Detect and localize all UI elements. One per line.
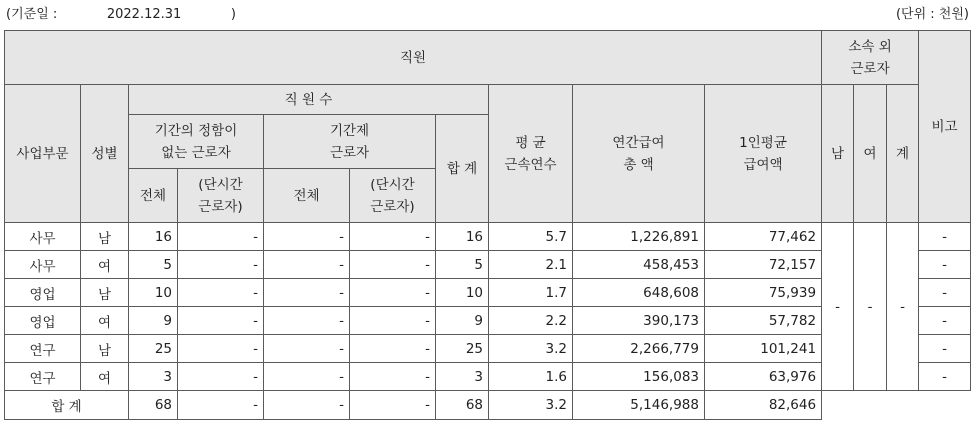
- cell-fixed-all: -: [264, 251, 350, 279]
- cell-indefinite-part-time: -: [178, 279, 264, 307]
- header-indefinite-workers: [129, 115, 264, 169]
- cell-indefinite-all: 16: [129, 223, 178, 251]
- cell-avg-tenure: 1.7: [489, 279, 573, 307]
- cell-fixed-part-time: -: [350, 307, 436, 335]
- cell-avg-tenure: 3.2: [489, 335, 573, 363]
- total-avg-pay: 82,646: [705, 391, 822, 420]
- cell-fixed-part-time: -: [350, 279, 436, 307]
- cell-headcount-total: 9: [436, 307, 489, 335]
- cell-remarks: -: [919, 335, 971, 363]
- cell-division: 사무: [5, 223, 81, 251]
- total-label: 합 계: [5, 391, 129, 420]
- total-headcount: 68: [436, 391, 489, 420]
- cell-avg-tenure: 2.1: [489, 251, 573, 279]
- cell-remarks: -: [919, 223, 971, 251]
- header-indefinite-line1: 기간의 정함이: [154, 122, 238, 139]
- header-avg-tenure-line1: 평 균: [515, 134, 546, 151]
- cell-indefinite-part-time: -: [178, 223, 264, 251]
- cell-headcount-total: 5: [436, 251, 489, 279]
- cell-headcount-total: 16: [436, 223, 489, 251]
- total-indefinite-all: 68: [129, 391, 178, 420]
- cell-annual-pay: 1,226,891: [573, 223, 705, 251]
- header-affiliated-line2: 근로자: [850, 60, 890, 77]
- header-annual-pay: [573, 85, 705, 223]
- cell-affiliated-total: -: [887, 223, 919, 391]
- cell-fixed-part-time: -: [350, 363, 436, 391]
- cell-division: 연구: [5, 335, 81, 363]
- cell-headcount-total: 25: [436, 335, 489, 363]
- cell-headcount-total: 10: [436, 279, 489, 307]
- cell-annual-pay: 648,608: [573, 279, 705, 307]
- header-avg-pay: [705, 85, 822, 223]
- cell-avg-tenure: 5.7: [489, 223, 573, 251]
- cell-gender: 남: [81, 223, 129, 251]
- cell-gender: 여: [81, 363, 129, 391]
- header-indefinite-part-time: [178, 169, 264, 223]
- header-total: 계: [887, 85, 919, 223]
- cell-remarks: -: [919, 363, 971, 391]
- cell-avg-tenure: 2.2: [489, 307, 573, 335]
- header-fixed-term-workers: [264, 115, 436, 169]
- cell-indefinite-all: 10: [129, 279, 178, 307]
- base-date-close: ): [230, 7, 236, 22]
- header-fixed-term-line2: 근로자: [329, 144, 370, 161]
- cell-fixed-all: -: [264, 307, 350, 335]
- cell-affiliated-male: -: [822, 223, 854, 391]
- cell-annual-pay: 458,453: [573, 251, 705, 279]
- cell-indefinite-part-time: -: [178, 363, 264, 391]
- cell-indefinite-part-time: -: [178, 335, 264, 363]
- header-indefinite-all: 전체: [129, 169, 178, 223]
- header-female: 여: [854, 85, 887, 223]
- cell-avg-pay: 75,939: [705, 279, 822, 307]
- cell-fixed-part-time: -: [350, 251, 436, 279]
- cell-gender: 남: [81, 335, 129, 363]
- header-avg-pay-line2: 급여액: [743, 156, 783, 173]
- cell-indefinite-all: 9: [129, 307, 178, 335]
- cell-avg-pay: 57,782: [705, 307, 822, 335]
- header-employees: 직원: [5, 31, 822, 85]
- cell-annual-pay: 156,083: [573, 363, 705, 391]
- employee-status-table: [4, 30, 971, 420]
- cell-fixed-all: -: [264, 363, 350, 391]
- header-part-time-line2: 근로자): [370, 198, 415, 215]
- header-division: 사업부문: [5, 85, 81, 223]
- total-indefinite-part-time: -: [178, 391, 264, 420]
- header-part-time-line1: (단시간: [370, 176, 415, 193]
- cell-remarks: -: [919, 251, 971, 279]
- header-affiliated-workers: [822, 31, 919, 85]
- header-indefinite-line2: 없는 근로자: [161, 144, 231, 161]
- cell-fixed-part-time: -: [350, 223, 436, 251]
- cell-indefinite-all: 3: [129, 363, 178, 391]
- header-fixed-term-line1: 기간제: [329, 122, 370, 139]
- cell-gender: 남: [81, 279, 129, 307]
- base-date-value: 2022.12.31: [106, 7, 182, 22]
- cell-annual-pay: 390,173: [573, 307, 705, 335]
- header-annual-pay-line2: 총 액: [623, 156, 654, 173]
- header-headcount-sum: 합 계: [436, 115, 489, 223]
- total-avg-tenure: 3.2: [489, 391, 573, 420]
- cell-fixed-all: -: [264, 279, 350, 307]
- cell-remarks: -: [919, 307, 971, 335]
- total-row: [5, 391, 971, 420]
- cell-indefinite-part-time: -: [178, 307, 264, 335]
- total-fixed-all: -: [264, 391, 350, 420]
- header-remarks: 비고: [919, 31, 971, 223]
- base-date-label: (기준일 :: [6, 7, 58, 22]
- header-part-time-line1: (단시간: [198, 176, 243, 193]
- cell-fixed-all: -: [264, 223, 350, 251]
- table-caption: [0, 0, 977, 26]
- cell-avg-pay: 63,976: [705, 363, 822, 391]
- cell-fixed-all: -: [264, 335, 350, 363]
- header-part-time-line2: 근로자): [198, 198, 243, 215]
- cell-remarks: -: [919, 279, 971, 307]
- cell-division: 사무: [5, 251, 81, 279]
- cell-avg-pay: 101,241: [705, 335, 822, 363]
- header-affiliated-line1: 소속 외: [848, 38, 892, 55]
- cell-indefinite-all: 5: [129, 251, 178, 279]
- header-annual-pay-line1: 연간급여: [612, 134, 665, 151]
- header-avg-tenure: [489, 85, 573, 223]
- header-gender: 성별: [81, 85, 129, 223]
- cell-headcount-total: 3: [436, 363, 489, 391]
- cell-avg-tenure: 1.6: [489, 363, 573, 391]
- cell-avg-pay: 72,157: [705, 251, 822, 279]
- cell-annual-pay: 2,266,779: [573, 335, 705, 363]
- cell-fixed-part-time: -: [350, 335, 436, 363]
- cell-affiliated-female: -: [854, 223, 887, 391]
- table-row: [5, 223, 971, 251]
- cell-indefinite-all: 25: [129, 335, 178, 363]
- base-date: [6, 3, 236, 22]
- total-fixed-part-time: -: [350, 391, 436, 420]
- cell-division: 연구: [5, 363, 81, 391]
- cell-avg-pay: 77,462: [705, 223, 822, 251]
- unit-label: (단위 : 천원): [895, 7, 969, 22]
- cell-gender: 여: [81, 307, 129, 335]
- cell-indefinite-part-time: -: [178, 251, 264, 279]
- header-fixed-part-time: [350, 169, 436, 223]
- total-annual-pay: 5,146,988: [573, 391, 705, 420]
- cell-division: 영업: [5, 279, 81, 307]
- header-male: 남: [822, 85, 854, 223]
- header-avg-tenure-line2: 근속연수: [504, 156, 557, 173]
- header-avg-pay-line1: 1인평균: [739, 134, 787, 151]
- header-fixed-all: 전체: [264, 169, 350, 223]
- header-headcount: 직 원 수: [129, 85, 489, 115]
- cell-division: 영업: [5, 307, 81, 335]
- cell-gender: 여: [81, 251, 129, 279]
